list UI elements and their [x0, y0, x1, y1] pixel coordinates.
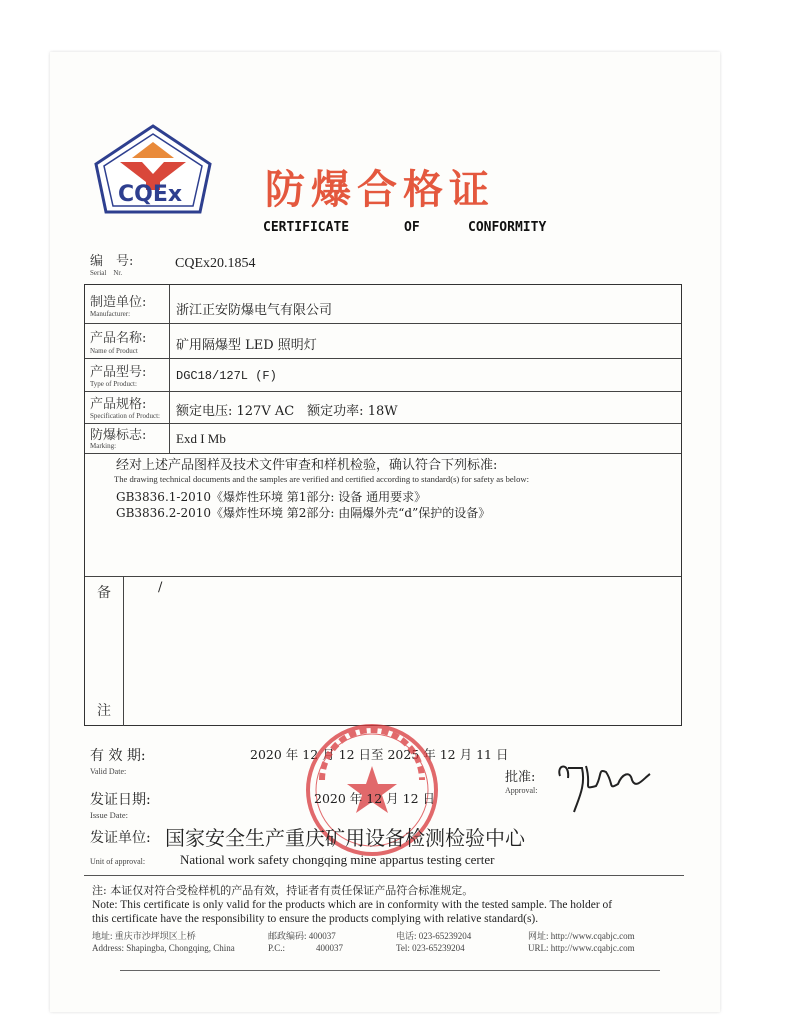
- note-en-line2: this certificate have the responsibility to ensure the products complying with relative standard(s).: [92, 913, 539, 925]
- issue-label-en: Issue Date:: [90, 810, 129, 820]
- address-en: Address: Shapingba, Chongqing, China: [92, 943, 235, 953]
- title-en-certificate: CERTIFICATE: [263, 220, 350, 235]
- approval-label-cn: 批准:: [505, 770, 536, 785]
- issue-date-value: 2020 年 12 月 12 日: [314, 791, 435, 806]
- manufacturer-label-en: Manufacturer:: [90, 310, 131, 318]
- serial-label-en: Serial Nr.: [90, 269, 123, 277]
- validity-label-en: Valid Date:: [90, 767, 127, 776]
- remarks-label-bottom: 注: [97, 703, 111, 719]
- statement-cn: 经对上述产品图样及技术文件审查和样机检验，确认符合下列标准:: [116, 458, 498, 473]
- issue-label-cn: 发证日期:: [90, 792, 151, 808]
- validity-label-cn: 有 效 期:: [90, 748, 146, 764]
- remarks-label-top: 备: [97, 585, 111, 601]
- footer-divider: [84, 875, 684, 876]
- website-cn[interactable]: 网址: http://www.cqabjc.com: [528, 931, 635, 941]
- product-type-label-en: Type of Product:: [90, 380, 137, 388]
- issuer-value-cn: 国家安全生产重庆矿用设备检测检验中心: [165, 826, 525, 850]
- validity-value: 2020 年 12 月 12 日至 2025 年 12 月 11 日: [250, 747, 509, 762]
- standard-1: GB3836.1-2010《爆炸性环境 第1部分: 设备 通用要求》: [116, 490, 427, 504]
- product-type-label-cn: 产品型号:: [90, 365, 147, 380]
- approval-label-en: Approval:: [505, 786, 538, 795]
- product-type-value: DGC18/127L (F): [176, 369, 277, 383]
- specification-label-en: Specification of Product:: [90, 412, 160, 420]
- statement-en: The drawing technical documents and the samples are verified and certified according to standard(s) for safety as below:: [114, 474, 529, 484]
- issuer-label-en: Unit of approval:: [90, 857, 146, 866]
- logo-text: CQEx: [118, 182, 183, 207]
- issuer-label-cn: 发证单位:: [90, 830, 151, 846]
- address-cn: 地址: 重庆市沙坪坝区上桥: [92, 931, 196, 941]
- manufacturer-label-cn: 制造单位:: [90, 295, 147, 310]
- note-cn: 注: 本证仅对符合受检样机的产品有效，持证者有责任保证产品符合标准规定。: [92, 884, 474, 897]
- marking-label-en: Marking:: [90, 442, 117, 450]
- title-cn: 防爆合格证: [265, 167, 495, 213]
- serial-number: CQEx20.1854: [175, 256, 256, 271]
- product-name-value: 矿用隔爆型 LED 照明灯: [176, 338, 317, 353]
- title-en-of: OF: [404, 220, 420, 235]
- tel-en: Tel: 023-65239204: [396, 943, 465, 953]
- postcode-cn: 邮政编码: 400037: [268, 931, 336, 941]
- product-name-label-cn: 产品名称:: [90, 331, 147, 346]
- standard-2: GB3836.2-2010《爆炸性环境 第2部分: 由隔爆外壳“d”保护的设备》: [116, 506, 491, 520]
- marking-value: Exd I Mb: [176, 431, 226, 446]
- issuer-value-en: National work safety chongqing mine appartus testing certer: [180, 852, 495, 867]
- website-en[interactable]: URL: http://www.cqabjc.com: [528, 943, 635, 953]
- bottom-divider: [120, 970, 660, 971]
- specification-value: 额定电压: 127V AC 额定功率: 18W: [176, 404, 398, 419]
- title-en-conformity: CONFORMITY: [468, 220, 547, 235]
- postcode-en-label: P.C.:: [268, 943, 286, 953]
- marking-label-cn: 防爆标志:: [90, 428, 147, 443]
- serial-label-cn: 编 号:: [90, 254, 134, 269]
- note-en-line1: Note: This certificate is only valid for the products which are in conformity with the tested sample. The holder of: [92, 899, 613, 911]
- tel-cn: 电话: 023-65239204: [396, 931, 472, 941]
- manufacturer-value: 浙江正安防爆电气有限公司: [176, 303, 333, 318]
- cqex-logo: [92, 124, 214, 216]
- approval-signature: [552, 756, 662, 816]
- remarks-value: /: [158, 580, 163, 595]
- product-name-label-en: Name of Product: [90, 347, 138, 355]
- specification-label-cn: 产品规格:: [90, 397, 147, 412]
- postcode-en-value: 400037: [316, 943, 343, 953]
